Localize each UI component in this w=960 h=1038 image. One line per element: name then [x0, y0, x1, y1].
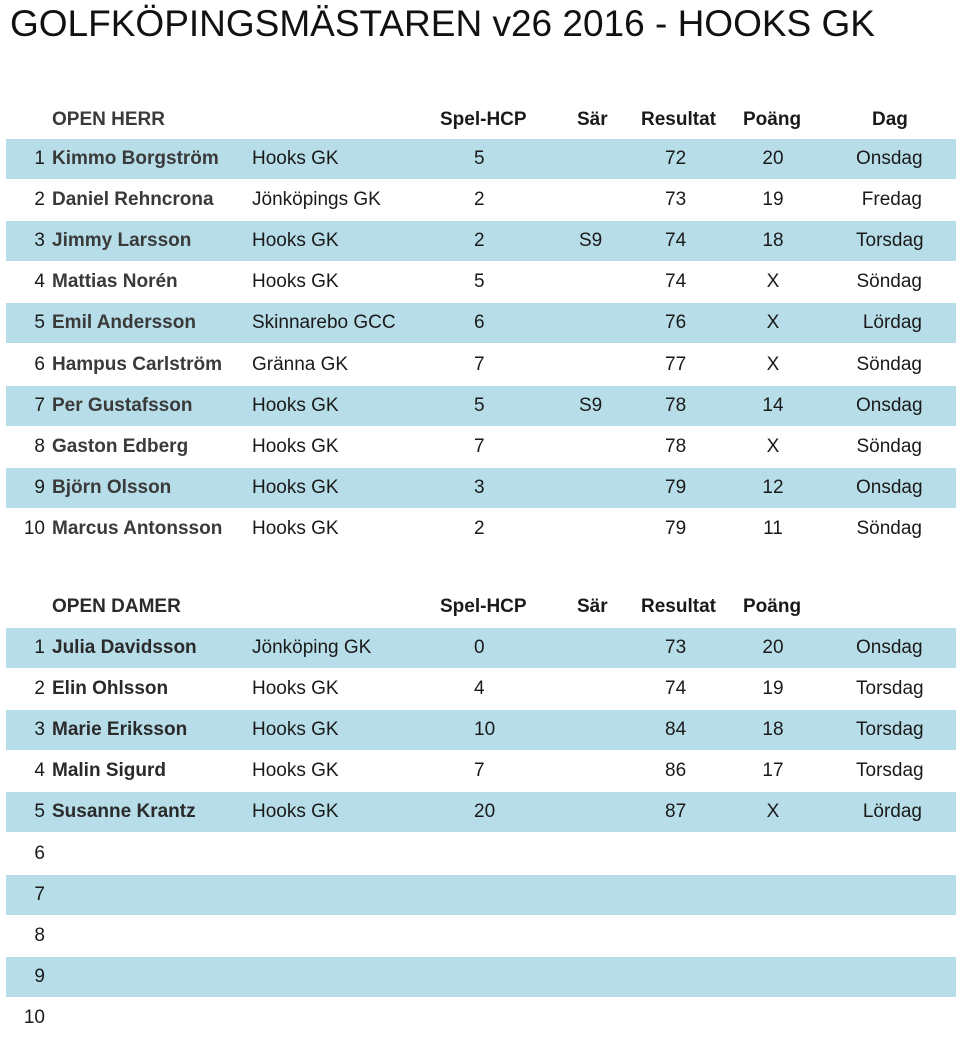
sar-cell: S9 — [579, 230, 603, 252]
table-row — [6, 180, 956, 220]
points-cell: X — [766, 801, 780, 823]
hcp-cell: 5 — [474, 394, 485, 416]
day-cell: Söndag — [856, 517, 922, 539]
day-cell: Söndag — [856, 353, 922, 375]
club-cell: Hooks GK — [252, 476, 339, 498]
position-cell: 6 — [34, 353, 45, 375]
result-header: Resultat — [641, 109, 716, 130]
hcp-header: Spel-HCP — [440, 109, 527, 130]
table-row — [6, 998, 956, 1038]
result-cell: 73 — [665, 189, 687, 211]
day-cell: Onsdag — [856, 637, 923, 658]
table-row — [6, 916, 956, 956]
player-name-cell: Mattias Norén — [52, 271, 178, 293]
position-cell: 1 — [34, 637, 45, 658]
points-cell: 12 — [762, 476, 784, 498]
hcp-cell: 6 — [474, 312, 485, 334]
result-cell: 84 — [665, 719, 687, 741]
club-cell: Hooks GK — [252, 760, 339, 782]
player-name-cell: Jimmy Larsson — [52, 230, 192, 252]
day-cell: Torsdag — [856, 760, 924, 782]
player-name-cell: Per Gustafsson — [52, 394, 193, 416]
table-row — [6, 345, 956, 385]
result-cell: 77 — [665, 353, 687, 375]
player-name-cell: Gaston Edberg — [52, 435, 189, 457]
points-header: Poäng — [743, 109, 802, 130]
position-cell: 10 — [23, 517, 45, 539]
day-cell: Onsdag — [856, 148, 923, 169]
position-cell: 1 — [34, 148, 45, 169]
hcp-cell: 7 — [474, 435, 485, 457]
club-cell: Skinnarebo GCC — [252, 312, 396, 334]
result-cell: 74 — [665, 230, 687, 252]
club-cell: Hooks GK — [252, 801, 339, 823]
points-cell: X — [766, 435, 780, 457]
day-cell: Torsdag — [856, 230, 924, 252]
table-row — [6, 509, 956, 549]
points-cell: X — [766, 353, 780, 375]
points-cell: 11 — [763, 517, 783, 539]
hcp-cell: 2 — [474, 517, 485, 539]
player-name-cell: Marie Eriksson — [52, 719, 188, 741]
position-cell: 3 — [34, 719, 45, 741]
result-cell: 78 — [665, 435, 687, 457]
table-row — [6, 751, 956, 791]
table-row — [6, 303, 956, 343]
result-cell: 73 — [665, 637, 687, 658]
day-cell: Onsdag — [856, 476, 923, 498]
player-name-cell: Hampus Carlström — [52, 353, 222, 375]
women-header-row — [6, 587, 956, 627]
club-cell: Hooks GK — [252, 719, 339, 741]
result-cell: 86 — [665, 760, 687, 782]
result-cell: 87 — [665, 801, 687, 823]
player-name-cell: Malin Sigurd — [52, 760, 166, 782]
table-row — [6, 628, 956, 668]
position-cell: 10 — [23, 1006, 45, 1028]
hcp-cell: 7 — [474, 760, 485, 782]
category-header: OPEN HERR — [52, 109, 165, 130]
points-cell: X — [766, 312, 780, 334]
hcp-cell: 10 — [474, 719, 496, 741]
men-header-row — [6, 100, 956, 140]
club-cell: Hooks GK — [252, 230, 339, 252]
table-row — [6, 875, 956, 915]
table-row — [6, 834, 956, 874]
hcp-cell: 0 — [474, 637, 485, 658]
result-cell: 79 — [665, 476, 687, 498]
sar-header: Sär — [577, 596, 608, 617]
table-row — [6, 468, 956, 508]
sar-header: Sär — [577, 109, 608, 130]
position-cell: 8 — [34, 435, 45, 457]
position-cell: 2 — [34, 678, 45, 700]
position-cell: 5 — [34, 801, 45, 823]
points-cell: 18 — [762, 719, 784, 741]
day-cell: Lördag — [862, 312, 922, 334]
position-cell: 8 — [34, 924, 45, 946]
points-cell: 20 — [762, 148, 784, 169]
hcp-header: Spel-HCP — [440, 596, 527, 617]
hcp-cell: 2 — [474, 189, 485, 211]
points-cell: 18 — [762, 230, 784, 252]
position-cell: 4 — [34, 271, 45, 293]
player-name-cell: Elin Ohlsson — [52, 678, 169, 700]
club-cell: Jönköping GK — [252, 637, 372, 658]
club-cell: Hooks GK — [252, 435, 339, 457]
day-cell: Söndag — [856, 435, 922, 457]
points-cell: X — [766, 271, 780, 293]
result-cell: 74 — [665, 271, 687, 293]
points-header: Poäng — [743, 596, 802, 617]
table-row — [6, 710, 956, 750]
day-cell: Fredag — [861, 189, 922, 211]
table-row — [6, 386, 956, 426]
table-row — [6, 262, 956, 302]
hcp-cell: 7 — [474, 353, 485, 375]
day-cell: Torsdag — [856, 719, 924, 741]
day-header: Dag — [872, 109, 908, 130]
position-cell: 9 — [34, 476, 45, 498]
position-cell: 7 — [34, 394, 45, 416]
club-cell: Jönköpings GK — [252, 189, 381, 211]
club-cell: Hooks GK — [252, 271, 339, 293]
points-cell: 19 — [762, 678, 784, 700]
points-cell: 19 — [762, 189, 784, 211]
day-cell: Lördag — [862, 801, 922, 823]
page-title: GOLFKÖPINGSMÄSTAREN v26 2016 - HOOKS GK — [10, 3, 875, 44]
result-cell: 74 — [665, 678, 687, 700]
club-cell: Hooks GK — [252, 517, 339, 539]
position-cell: 3 — [34, 230, 45, 252]
player-name-cell: Björn Olsson — [52, 476, 172, 498]
player-name-cell: Emil Andersson — [52, 312, 196, 334]
table-row — [6, 957, 956, 997]
player-name-cell: Susanne Krantz — [52, 801, 196, 823]
table-row — [6, 669, 956, 709]
position-cell: 7 — [34, 883, 45, 905]
day-cell: Söndag — [856, 271, 922, 293]
category-header: OPEN DAMER — [52, 596, 181, 617]
hcp-cell: 3 — [474, 476, 485, 498]
table-row — [6, 221, 956, 261]
position-cell: 5 — [34, 312, 45, 334]
hcp-cell: 20 — [474, 801, 496, 823]
player-name-cell: Julia Davidsson — [52, 637, 197, 658]
result-header: Resultat — [641, 596, 716, 617]
hcp-cell: 2 — [474, 230, 485, 252]
result-cell: 76 — [665, 312, 687, 334]
position-cell: 2 — [34, 189, 45, 211]
club-cell: Gränna GK — [252, 353, 349, 375]
points-cell: 14 — [762, 394, 784, 416]
player-name-cell: Marcus Antonsson — [52, 517, 223, 539]
position-cell: 9 — [34, 965, 45, 987]
club-cell: Hooks GK — [252, 148, 339, 169]
result-cell: 79 — [665, 517, 687, 539]
club-cell: Hooks GK — [252, 394, 339, 416]
table-row — [6, 792, 956, 832]
points-cell: 20 — [762, 637, 784, 658]
player-name-cell: Kimmo Borgström — [52, 148, 219, 169]
player-name-cell: Daniel Rehncrona — [52, 189, 214, 211]
sar-cell: S9 — [579, 394, 603, 416]
result-cell: 72 — [665, 148, 687, 169]
position-cell: 4 — [34, 760, 45, 782]
hcp-cell: 4 — [474, 678, 485, 700]
position-cell: 6 — [34, 842, 45, 864]
day-cell: Onsdag — [856, 394, 923, 416]
day-cell: Torsdag — [856, 678, 924, 700]
hcp-cell: 5 — [474, 148, 485, 169]
hcp-cell: 5 — [474, 271, 485, 293]
points-cell: 17 — [762, 760, 784, 782]
table-row — [6, 427, 956, 467]
club-cell: Hooks GK — [252, 678, 339, 700]
table-row — [6, 139, 956, 179]
result-cell: 78 — [665, 394, 687, 416]
